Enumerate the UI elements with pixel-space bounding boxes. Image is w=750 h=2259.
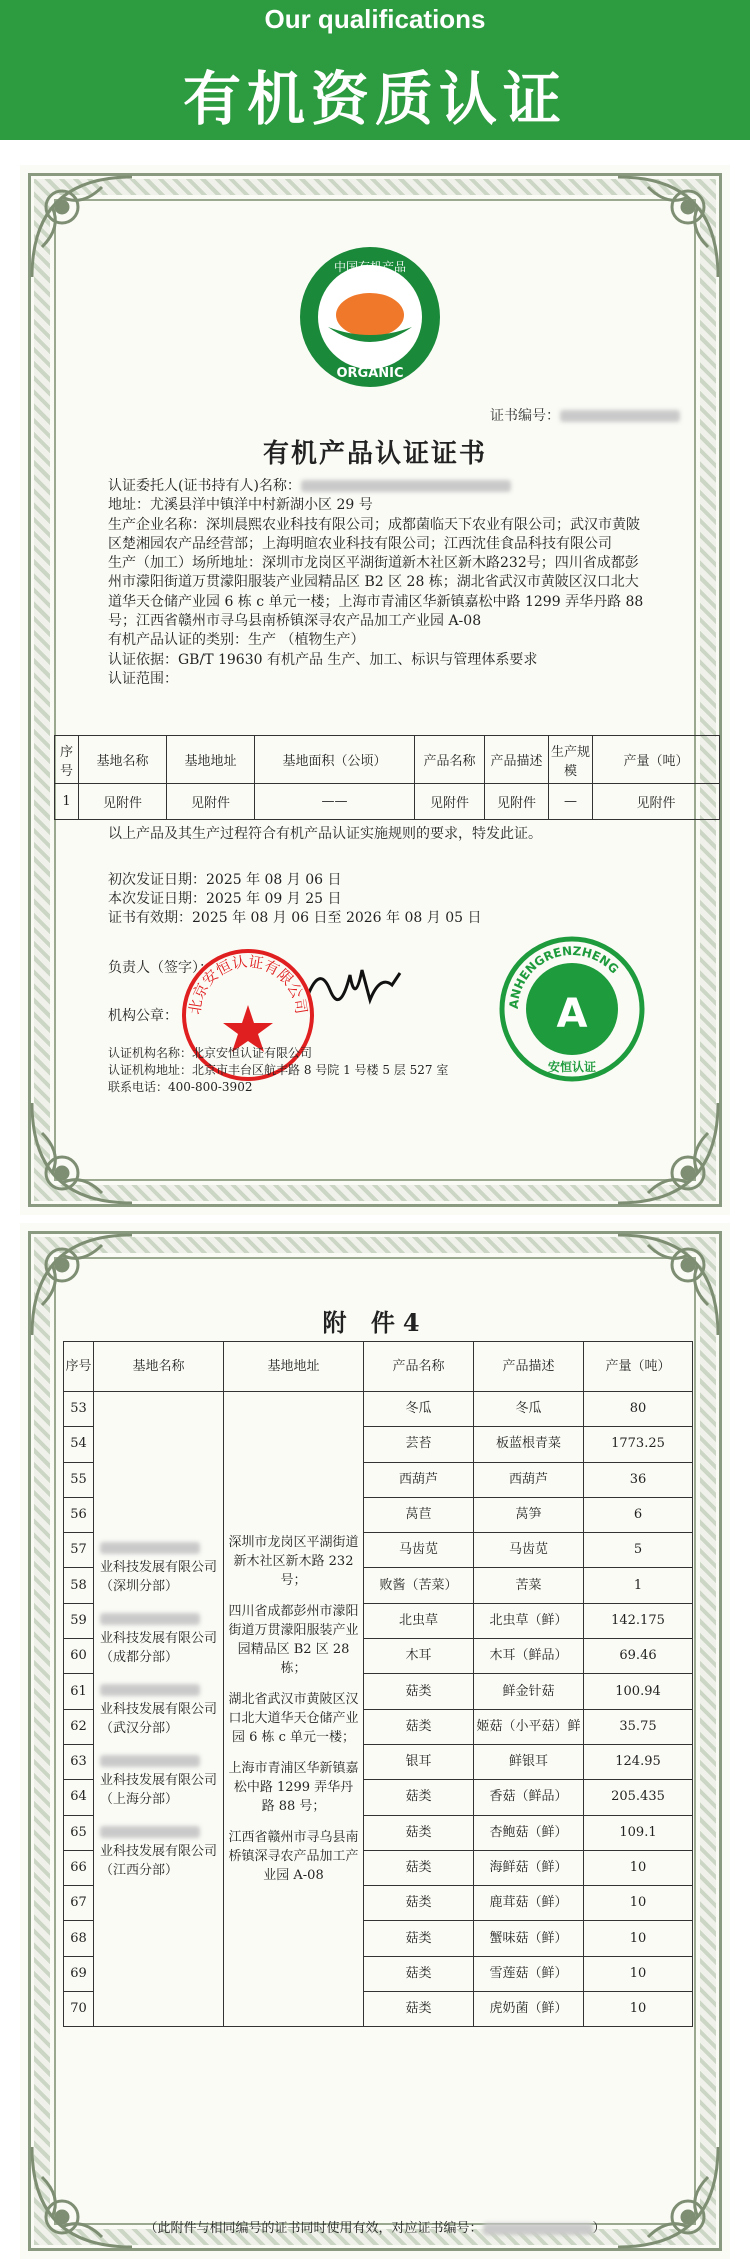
org-contact-info: 认证机构名称：北京安恒认证有限公司 认证机构地址：北京市丰台区航丰路 8 号院 1 号楼 5 层 527 室 联系电话：400-800-3902 <box>108 1046 449 1094</box>
blurred-redaction <box>560 410 680 422</box>
page-header <box>0 0 750 140</box>
ornament-corner-icon <box>22 2137 142 2257</box>
table-row: 59 北虫草 北虫草（鲜） 142.175 <box>64 1603 693 1638</box>
table-row: 58 败酱（苦菜） 苦菜 1 <box>64 1568 693 1603</box>
table-row: 67 菇类 鹿茸菇（鲜） 10 <box>64 1886 693 1921</box>
table-row: 66 菇类 海鲜菇（鲜） 10 <box>64 1850 693 1885</box>
ornament-corner-icon <box>608 167 728 287</box>
green-cert-seal-icon <box>498 935 646 1083</box>
base-names-cell: 业科技发展有限公司（深圳分部） 业科技发展有限公司（成都分部） 业科技发展有限公司（武汉分部） 业科技发展有限公司（上海分部） 业科技发展有限公司（江西分部） <box>94 1392 224 2027</box>
svg-text:ANHENGRENZHENG: ANHENGRENZHENG <box>506 943 622 1010</box>
certificate-title: 有机产品认证证书 <box>262 439 487 469</box>
org-seal-label: 机构公章： <box>108 1008 178 1024</box>
certificate-body: 认证委托人(证书持有人)名称： 地址：尤溪县洋中镇洋中村新湖小区 29 号 生产企业名称：深圳晨熙农业科技有限公司；成都菌临天下农业有限公司；武汉市黄陂区楚湘园农产品经营部；上海明暄农业科技有限公司；江西沈佳食品科技有限公司 生产（加工）场所地址：深圳市龙岗区平湖街道新木社区新木路232号；四川省成都彭州市濛阳街道万贯濛阳服装产业园精品区 B2 区 28 栋；湖北省武汉市黄陂区汉口北大道华天仓储产业园 6 栋 c 单元一楼；上海市青浦区华新镇嘉松中路 1299 弄华丹路 88 号；江西省赣州市寻乌县南桥镇深寻农产品加工产业园 A-08 有机产品认证的类别：生产 （植物生产） 认证依据：GB/T 19630 有机产品 生产、加工、标识与管理体系要求 认证范围： <box>108 478 644 687</box>
ornament-corner-icon <box>22 167 142 287</box>
ornament-corner-icon <box>22 1093 142 1213</box>
table-row: 64 菇类 香菇（鲜品） 205.435 <box>64 1780 693 1815</box>
header-subtitle: Our qualifications <box>264 4 486 34</box>
table-row: 69 菇类 雪莲菇（鲜） 10 <box>64 1956 693 1991</box>
table-row: 54 芸苔 板蓝根青菜 1773.25 <box>64 1427 693 1462</box>
table-row: 70 菇类 虎奶菌（鲜） 10 <box>64 1992 693 2027</box>
issue-dates: 初次发证日期：2025 年 08 月 06 日 本次发证日期：2025 年 09 月 25 日 证书有效期：2025 年 08 月 06 日至 2026 年 08 月 05 日 <box>108 872 482 926</box>
table-row: 62 菇类 姬菇（小平菇）鲜 35.75 <box>64 1709 693 1744</box>
appendix-certificate <box>20 1223 730 2259</box>
table-row: 57 马齿苋 马齿苋 5 <box>64 1533 693 1568</box>
table-row: 55 西葫芦 西葫芦 36 <box>64 1462 693 1497</box>
table-row: 53 业科技发展有限公司（深圳分部） 业科技发展有限公司（成都分部） 业科技发展有限公司（武汉分部） 业科技发展有限公司（上海分部） 业科技发展有限公司（江西分部） 深圳市龙岗区平湖街道新木社区新木路 232 号； 四川省成都彭州市濛阳街道万贯濛阳服装产业园精品区 B2 区 28 栋； 湖北省武汉市黄陂区汉口北大道华天仓储产业园 6 栋 c 单元一楼； 上海市青浦区华新镇嘉松中路 1299 弄华丹路 88 号； 江西省赣州市寻乌县南桥镇深寻农产品加工产业园 A-08 冬瓜 冬瓜 80 <box>64 1392 693 1427</box>
appendix-note: （此附件与相同编号的证书同时使用有效，对应证书编号： ） <box>144 2221 606 2236</box>
svg-text:安恒认证: 安恒认证 <box>547 1060 597 1074</box>
svg-text:北京安恒认证有限公司: 北京安恒认证有限公司 <box>185 952 311 1016</box>
header-title: 有机资质认证 <box>182 65 567 133</box>
table-row: 63 银耳 鲜银耳 124.95 <box>64 1744 693 1779</box>
ornament-corner-icon <box>608 2137 728 2257</box>
certification-scope-table: 序号 基地名称 基地地址 基地面积（公顷） 产品名称 产品描述 生产规模 产量（吨） 1 见附件 见附件 —— 见附件 见附件 — 见附件 <box>54 735 720 820</box>
organic-certificate <box>20 165 730 1215</box>
table-row: 65 菇类 杏鲍菇（鲜） 109.1 <box>64 1815 693 1850</box>
base-addresses-cell: 深圳市龙岗区平湖街道新木社区新木路 232 号； 四川省成都彭州市濛阳街道万贯濛阳服装产业园精品区 B2 区 28 栋； 湖北省武汉市黄陂区汉口北大道华天仓储产业园 6 栋 c 单元一楼； 上海市青浦区华新镇嘉松中路 1299 弄华丹路 88 号； 江西省赣州市寻乌县南桥镇深寻农产品加工产业园 A-08 <box>224 1392 364 2027</box>
table-row: 1 见附件 见附件 —— 见附件 见附件 — 见附件 <box>55 784 720 820</box>
table-row: 68 菇类 蟹味菇（鲜） 10 <box>64 1921 693 1956</box>
compliance-statement: 以上产品及其生产过程符合有机产品认证实施规则的要求，特发此证。 <box>108 826 542 842</box>
table-row: 56 莴苣 莴笋 6 <box>64 1497 693 1532</box>
responsible-person-label: 负责人（签字）： <box>108 960 213 976</box>
appendix-title: 附 件4 <box>322 1308 428 1337</box>
logo-bottom-text: ORGANIC <box>336 366 404 381</box>
table-row: 60 木耳 木耳（鲜品） 69.46 <box>64 1639 693 1674</box>
certificate-number: 证书编号： <box>490 405 680 425</box>
ornament-corner-icon <box>608 1093 728 1213</box>
appendix-product-table: 序号 基地名称 基地地址 产品名称 产品描述 产量（吨） 53 业科技发展有限公司（深圳分部） 业科技发展有限公司（成都分部） 业科技发展有限公司（武汉分部） 业科技发展有限公司（上海分部） 业科技发展有限公司（江西分部） 深圳市龙岗区平湖街道新木社区新木路 232 号； 四川省成都彭州市濛阳街道万贯濛阳服装产业园精品区 B2 区 28 栋； 湖北省武汉市黄陂区汉口北大道华天仓储产业园 6 栋 c 单元一楼； 上海市青浦区华新镇嘉松中路 1299 弄华丹路 88 号； 江西省赣州市寻乌县南桥镇深寻农产品加工产业园 A-08 冬瓜 冬瓜 80 54 芸苔 板蓝根青菜 1773.25 55 西葫芦 西葫芦 36 56 莴苣 莴笋 6 57 马齿苋 马齿苋 5 58 败酱（苦菜） 苦菜 1 59 北虫草 北虫草（鲜） 142.175 60 木耳 木耳（鲜品） 69.46 61 菇类 鲜金针菇 100.94 62 菇类 姬菇（小平菇）鲜 35.75 63 银耳 鲜银耳 124.95 64 菇类 香菇（鲜品） 205.435 65 菇类 杏鲍菇（鲜） 109.1 66 菇类 海鲜菇（鲜） 10 67 菇类 鹿茸菇（鲜） 10 68 菇类 蟹味菇（鲜） 10 69 菇类 雪莲菇（鲜） 10 70 菇类 虎奶菌（鲜） 10 <box>63 1341 693 2027</box>
svg-text:A: A <box>556 991 588 1037</box>
organic-logo-icon <box>298 245 442 389</box>
logo-top-text: 中国有机产品 <box>333 260 407 274</box>
table-row: 61 菇类 鲜金针菇 100.94 <box>64 1674 693 1709</box>
